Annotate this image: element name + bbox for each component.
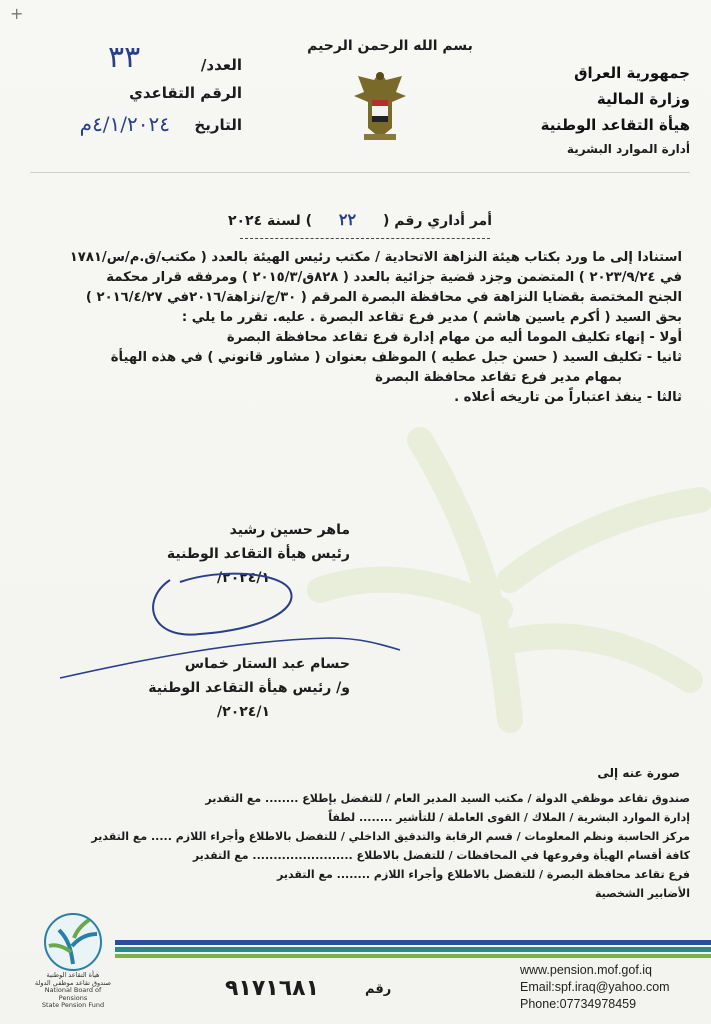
retirement-number-label: الرقم التقاعدي xyxy=(129,84,242,102)
copy-recipient: مركز الحاسبة ونظم المعلومات / قسم الرقابة والتدقيق الداخلي / للتفضل بالاطلاع وأجراء اللازم ..... مع التقدير xyxy=(91,830,690,843)
org-line-board: هيأة التقاعد الوطنية xyxy=(540,116,690,134)
footer-color-bar xyxy=(115,938,711,960)
body-line: بحق السيد ( أكرم ياسين هاشم ) مدير فرع تقاعد البصرة . عليه. تقرر ما يلي : xyxy=(181,310,682,325)
logo-text-en2: State Pension Fund xyxy=(41,1001,105,1009)
body-line: ثانيا - تكليف السيد ( حسن جبل عطيه ) الموظف بعنوان ( مشاور قانوني ) في هذه الهيأة xyxy=(110,350,682,365)
copy-recipient: الأضابير الشخصية xyxy=(594,887,690,900)
signatory-1-date: ٢٠٢٤/١/ xyxy=(217,570,270,586)
signatory-1-title: رئيس هيأة التقاعد الوطنية xyxy=(166,546,350,562)
order-number: ٢٢ xyxy=(338,210,357,229)
copy-recipient: فرع تقاعد محافظة البصرة / للتفضل بالاطلاع وأجراء اللازم ........ مع التقدير xyxy=(277,868,690,881)
header-divider xyxy=(30,172,690,173)
phone-text: Phone:07734978459 xyxy=(520,997,637,1011)
date-value: ٤/١/٢٠٢٤م xyxy=(79,112,170,136)
bismillah-heading: بسم الله الرحمن الرحيم xyxy=(307,38,473,54)
number-label: العدد/ xyxy=(200,56,242,74)
copies-list xyxy=(91,790,690,904)
body-line: الجنح المختصة بقضايا النزاهة في محافظة البصرة المرقم ( ٣٠/ج/نزاهة/٢٠١٦في ٢٠١٦/٤/٢٧ ) xyxy=(85,290,682,305)
logo-text-ar: هيأة التقاعد الوطنية xyxy=(46,971,100,979)
body-line: بمهام مدير فرع تقاعد محافظة البصرة xyxy=(375,370,622,385)
body-line: ثالثا - ينفذ اعتباراً من تاريخه أعلاه . xyxy=(454,390,682,405)
date-label: التاريخ xyxy=(194,116,242,134)
order-title-underline xyxy=(240,238,490,239)
logo-text-ar2: صندوق تقاعد موظفي الدولة xyxy=(34,978,112,987)
pension-logo-icon xyxy=(41,912,105,972)
org-line-hr: أدارة الموارد البشرية xyxy=(566,142,690,156)
copy-recipient: كافة أقسام الهيأة وفروعها في المحافظات / للتفضل بالاطلاع ........................ مع التقدير xyxy=(192,849,690,862)
body-line: أولا - إنهاء تكليف الموما أليه من مهام إدارة فرع تقاعد محافظة البصرة xyxy=(226,330,682,345)
pension-fund-logo xyxy=(30,912,116,1012)
website-link[interactable]: www.pension.mof.gof.iq xyxy=(520,963,653,977)
signatory-2-name: حسام عبد الستار خماس xyxy=(184,656,350,672)
corner-mark: + xyxy=(10,4,24,23)
logo-text-en1: National Board of Pensions xyxy=(44,986,102,1002)
email-link[interactable]: Email:spf.iraq@yahoo.com xyxy=(520,980,670,994)
eagle-emblem-icon xyxy=(352,66,408,144)
signatory-2-date: ٢٠٢٤/١/ xyxy=(217,704,270,720)
order-body xyxy=(40,248,682,408)
body-line: في ٢٠٢٣/٩/٢٤ ) المتضمن وجزد قضية جزائية بالعدد ( ٨٢٨ق/٢٠١٥/٣ ) ومرفقه قرار محكمة xyxy=(106,270,682,285)
copy-recipient: إدارة الموارد البشرية / الملاك / القوى العاملة / للتأشير ........ لطفاً xyxy=(328,811,690,824)
serial-label: رقم xyxy=(365,982,392,997)
signature-scribble-icon xyxy=(0,560,711,710)
order-title-suffix: ) لسنة ٢٠٢٤ xyxy=(227,213,313,229)
copies-title: صورة عنه إلى xyxy=(597,766,680,780)
number-value: ٣٣ xyxy=(108,40,141,75)
order-title-prefix: أمر أداري رقم ( xyxy=(382,213,493,229)
contact-block xyxy=(520,962,711,1013)
signatory-1-name: ماهر حسين رشيد xyxy=(229,522,350,538)
serial-number: ٩١٧١٦٨١ xyxy=(225,976,319,1001)
body-line: استنادا إلى ما ورد بكتاب هيئة النزاهة الاتحادية / مكتب رئيس الهيئة بالعدد ( مكتب/ق.م/س/١٧٨١ xyxy=(69,250,682,265)
order-title xyxy=(180,210,540,229)
org-line-ministry: وزارة المالية xyxy=(596,90,690,108)
org-line-republic: جمهورية العراق xyxy=(574,64,690,82)
copy-recipient: صندوق تقاعد موظفي الدولة / مكتب السيد المدير العام / للتفضل بإطلاع ........ مع التقدير xyxy=(205,792,690,805)
signatory-2-title: و/ رئيس هيأة التقاعد الوطنية xyxy=(148,680,350,696)
